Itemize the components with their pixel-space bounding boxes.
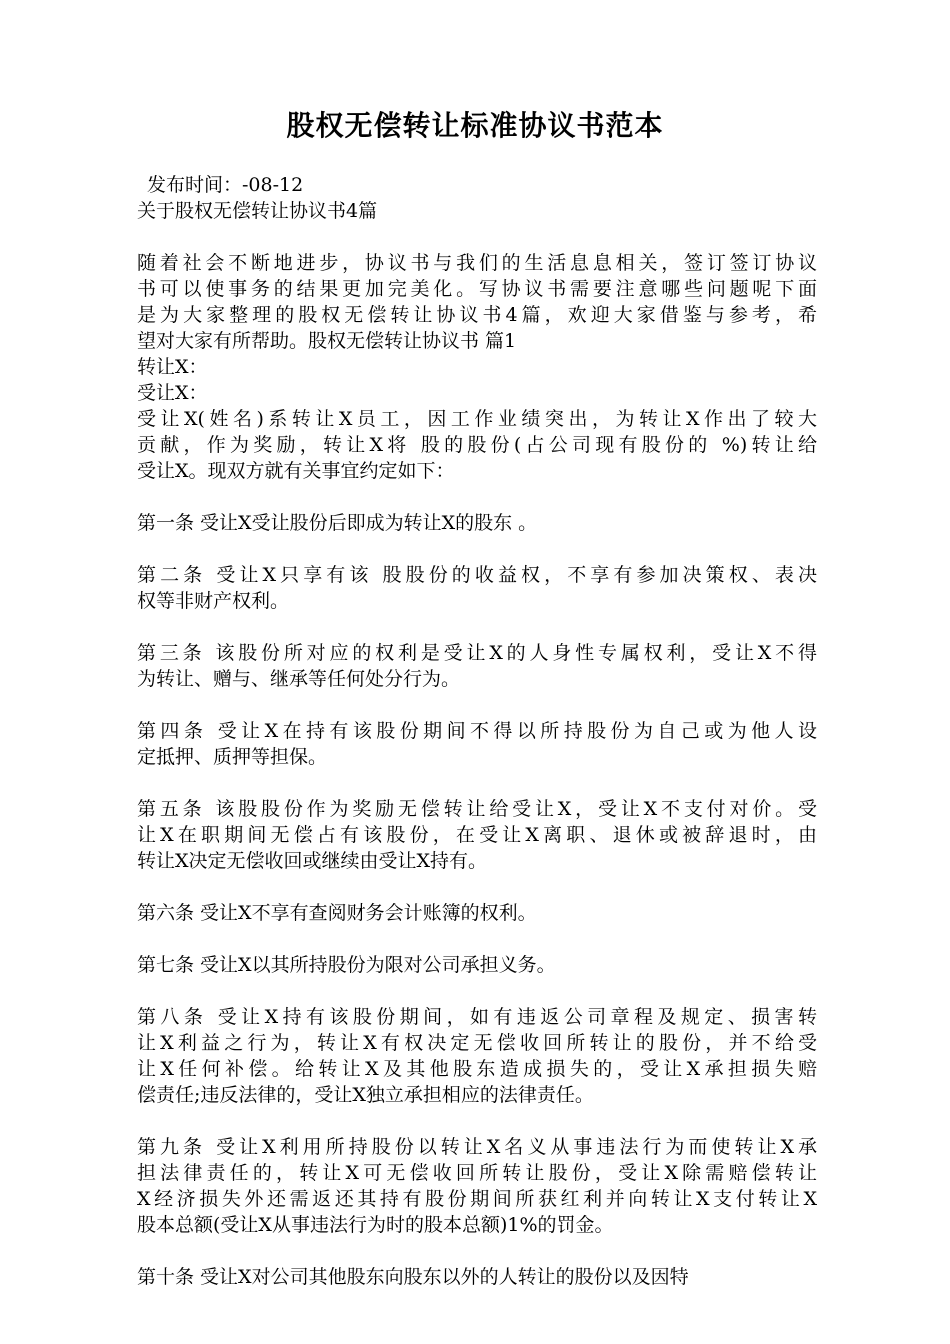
article-line: 第十条 受让X对公司其他股东向股东以外的人转让的股份以及因特: [137, 1266, 689, 1288]
spacer: [137, 614, 817, 640]
article-line: 第七条 受让X以其所持股份为限对公司承担义务。: [137, 954, 556, 976]
party-line: 贡献，作为奖励，转让X将 股的股份(占公司现有股份的 %)转让给: [137, 434, 817, 456]
intro-line: 是为大家整理的股权无偿转让协议书4篇，欢迎大家借鉴与参考，希: [137, 304, 817, 326]
intro-paragraph: [137, 250, 817, 354]
party-line-transferee: 受让X：: [137, 382, 208, 404]
spacer: [137, 484, 817, 510]
article-10: [137, 1264, 817, 1290]
article-line: 让X在职期间无偿占有该股份，在受让X离职、退休或被辞退时，由: [137, 824, 817, 846]
document-subtitle: 关于股权无偿转让协议书4篇: [137, 200, 378, 222]
article-line: 第六条 受让X不享有查阅财务会计账簿的权利。: [137, 902, 537, 924]
intro-line: 随着社会不断地进步，协议书与我们的生活息息相关，签订签订协议: [137, 252, 817, 274]
article-line: 第九条 受让X利用所持股份以转让X名义从事违法行为而使转让X承: [137, 1136, 817, 1158]
article-line: 第五条 该股股份作为奖励无偿转让给受让X，受让X不支付对价。受: [137, 798, 817, 820]
article-line: 股本总额(受让X从事违法行为时的股本总额)1%的罚金。: [137, 1214, 614, 1236]
article-line: 让X利益之行为，转让X有权决定无偿收回所转让的股份，并不给受: [137, 1032, 817, 1054]
article-7: [137, 952, 817, 978]
article-4: [137, 718, 817, 770]
party-line: 受让X(姓名)系转让X员工，因工作业绩突出，为转让X作出了较大: [137, 408, 817, 430]
spacer: [137, 874, 817, 900]
article-line: 为转让、赠与、继承等任何处分行为。: [137, 668, 461, 690]
document-body: [137, 172, 817, 1290]
article-line: 第三条 该股份所对应的权利是受让X的人身性专属权利，受让X不得: [137, 642, 817, 664]
document-title: 股权无偿转让标准协议书范本: [286, 109, 664, 142]
spacer: [137, 926, 817, 952]
article-2: [137, 562, 817, 614]
article-line: 第八条 受让X持有该股份期间，如有违返公司章程及规定、损害转: [137, 1006, 817, 1028]
article-1: [137, 510, 817, 536]
spacer: [137, 978, 817, 1004]
spacer: [137, 770, 817, 796]
article-line: 第二条 受让X只享有该 股股份的收益权，不享有参加决策权、表决: [137, 564, 817, 586]
article-line: 第一条 受让X受让股份后即成为转让X的股东 。: [137, 512, 538, 534]
article-8: [137, 1004, 817, 1108]
article-5: [137, 796, 817, 874]
article-line: 让X任何补偿。给转让X及其他股东造成损失的，受让X承担损失赔: [137, 1058, 817, 1080]
article-line: 第四条 受让X在持有该股份期间不得以所持股份为自己或为他人设: [137, 720, 817, 742]
article-line: 转让X决定无偿收回或继续由受让X持有。: [137, 850, 488, 872]
party-line-transferor: 转让X：: [137, 356, 208, 378]
spacer: [137, 1108, 817, 1134]
article-line: 担法律责任的，转让X可无偿收回所转让股份，受让X除需赔偿转让: [137, 1162, 817, 1184]
article-3: [137, 640, 817, 692]
spacer: [137, 1238, 817, 1264]
article-9: [137, 1134, 817, 1238]
spacer: [137, 536, 817, 562]
spacer: [137, 692, 817, 718]
publish-date: 发布时间：-08-12: [147, 174, 304, 196]
articles-list: [137, 484, 817, 1290]
article-line: 定抵押、质押等担保。: [137, 746, 328, 768]
article-6: [137, 900, 817, 926]
article-line: 权等非财产权利。: [137, 590, 290, 612]
party-line: 受让X。现双方就有关事宜约定如下：: [137, 460, 455, 482]
intro-line: 望对大家有所帮助。股权无偿转让协议书 篇1: [137, 330, 517, 352]
article-line: 偿责任;违反法律的，受让X独立承担相应的法律责任。: [137, 1084, 594, 1106]
article-line: X经济损失外还需返还其持有股份期间所获红利并向转让X支付转让X: [137, 1188, 817, 1210]
parties-section: [137, 354, 817, 484]
intro-line: 书可以使事务的结果更加完美化。写协议书需要注意哪些问题呢下面: [137, 278, 817, 300]
spacer: [137, 224, 817, 250]
